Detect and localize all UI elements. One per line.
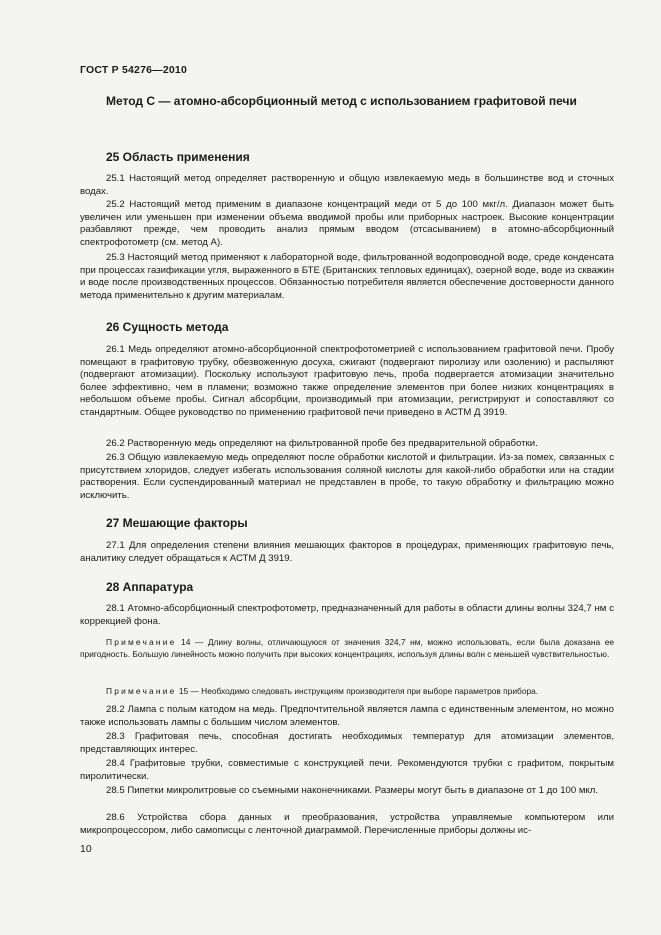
paragraph-28-1: 28.1 Атомно-абсорбционный спектрофотометр, предназначенный для работы в области длины волны 324,7 нм с коррекцией фона. <box>80 603 614 627</box>
section-heading-25: 25 Область применения <box>106 150 250 164</box>
paragraph-26-1: 26.1 Медь определяют атомно-абсорбционной спектрофотометрией с использованием графитовой печи. Пробу помещают в графитовую трубку, обезвоженную досуха, сжигают (подвергают пиролизу или озолению) и распыляют (подвергают атомизации). Поскольку используют графитовую печь, проба подвергается атомизации значительно более эффективно, чем в пламени; возможно также определение элементов при более низких концентрациях в небольшом объеме пробы. Сигнал абсорбции, производимый при атомизации, регистрируют и сопоставляют со стандартным. Общее руководство по применению графитовой печи приведено в АСТМ Д 3919. <box>80 344 614 418</box>
paragraph-28-2: 28.2 Лампа с полым катодом на медь. Предпочтительной является лампа с единственным элементом, но можно также использовать лампы с большим числом элементов. <box>80 704 614 728</box>
paragraph-27-1: 27.1 Для определения степени влияния мешающих факторов в процедурах, применяющих графитовую печь, аналитику следует обращаться к АСТМ Д 3919. <box>80 540 614 564</box>
section-heading-27: 27 Мешающие факторы <box>106 516 248 530</box>
paragraph-25-1: 25.1 Настоящий метод определяет растворенную и общую извлекаемую медь в большинстве вод и сточных водах. <box>80 173 614 197</box>
note-15: Примечание 15 — Необходимо следовать инструкциям производителя при выборе параметров прибора. <box>106 686 539 696</box>
paragraph-25-2: 25.2 Настоящий метод применим в диапазоне концентраций меди от 5 до 100 мкг/л. Диапазон может быть увеличен или уменьшен при изменении объема вводимой пробы или приборных настроек. Высокие концентрации разбавляют прежде, чем проводить анализ прямым вводом (отсасыванием) в атомно-абсорбционный спектрофотометр (см. метод А). <box>80 199 614 248</box>
note-14: Примечание 14 — Длину волны, отличающуюся от значения 324,7 нм, можно использовать, если была доказана ее пригодность. Большую линейность можно получить при высоких концентрациях, используя длины волн с меньшей чувствительностью. <box>80 637 615 659</box>
paragraph-26-3: 26.3 Общую извлекаемую медь определяют после обработки кислотой и фильтрации. Из-за помех, связанных с присутствием хлоридов, следует избегать использования соляной кислоты для какой-либо обработки или на стадии растворения. Если суспендированный материал не представлен в пробе, то такую обработку и фильтрацию можно исключить. <box>80 452 614 501</box>
paragraph-26-2: 26.2 Растворенную медь определяют на фильтрованной пробе без предварительной обработки. <box>106 438 538 449</box>
paragraph-28-6: 28.6 Устройства сбора данных и преобразования, устройства управляемые компьютером или микропроцессором, либо самописцы с ленточной диаграммой. Перечисленные приборы должны ис- <box>80 812 614 836</box>
section-heading-26: 26 Сущность метода <box>106 320 229 334</box>
paragraph-25-3: 25.3 Настоящий метод применяют к лабораторной воде, фильтрованной водопроводной воде, среде конденсата при процессах газификации угля, выраженного в БТЕ (Британских тепловых единицах), озерной воде, воде из скважин и воде после производственных процессов. Обязанностью потребителя является обеспечение достоверности данного метода применительно к другим материалам. <box>80 252 614 301</box>
paragraph-28-5: 28.5 Пипетки микролитровые со съемными наконечниками. Размеры могут быть в диапазоне от 1 до 100 мкл. <box>106 785 599 796</box>
paragraph-28-4: 28.4 Графитовые трубки, совместимые с конструкцией печи. Рекомендуются трубки с графитом, покрытым пиролитически. <box>80 758 614 782</box>
standard-header: ГОСТ Р 54276—2010 <box>80 64 188 76</box>
method-title: Метод С — атомно-абсорбционный метод с использованием графитовой печи <box>106 94 577 108</box>
page-number: 10 <box>80 843 92 855</box>
paragraph-28-3: 28.3 Графитовая печь, способная достигать необходимых температур для атомизации элементов, представляющих интерес. <box>80 731 614 755</box>
section-heading-28: 28 Аппаратура <box>106 580 194 594</box>
